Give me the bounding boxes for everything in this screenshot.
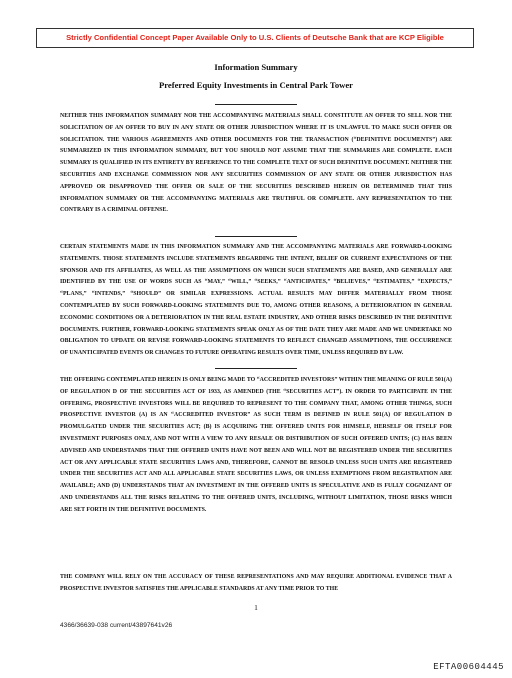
divider bbox=[215, 104, 297, 105]
confidentiality-banner: Strictly Confidential Concept Paper Available Only to U.S. Clients of Deutsche Bank that are KCP Eligible bbox=[36, 28, 474, 48]
forward-looking-paragraph: CERTAIN STATEMENTS MADE IN THIS INFORMATION SUMMARY AND THE ACCOMPANYING MATERIALS ARE FORWARD-LOOKING STATEMENTS. THOSE STATEMENTS INCLUDE STATEMENTS REGARDING THE INTENT, BELIEF OR CURRENT EXPECTATIONS OF THE SPONSOR AND ITS AFFILIATES, AS WELL AS THE ASSUMPTIONS ON WHICH SUCH STATEMENTS ARE BASED, AND GENERALLY ARE IDENTIFIED BY THE USE OF WORDS SUCH AS “MAY,” “WILL,” “SEEKS,” “ANTICIPATES,” “BELIEVES,” “ESTIMATES,” “EXPECTS,” “PLANS,” “INTENDS,” “SHOULD” OR SIMILAR EXPRESSIONS. ACTUAL RESULTS MAY DIFFER MATERIALLY FROM THOSE CONTEMPLATED BY SUCH FORWARD-LOOKING STATEMENTS DUE TO, AMONG OTHER REASONS, A DETERIORATION IN GENERAL ECONOMIC CONDITIONS OR A DETERIORATION IN THE REAL ESTATE INDUSTRY, AND OTHER RISKS DESCRIBED IN THE DEFINITIVE DOCUMENTS. FURTHER, FORWARD-LOOKING STATEMENTS SPEAK ONLY AS OF THE DATE THEY ARE MADE AND WE UNDERTAKE NO OBLIGATION TO UPDATE OR REVISE FORWARD-LOOKING STATEMENTS TO REFLECT CHANGED ASSUMPTIONS, THE OCCURRENCE OF UNANTICIPATED EVENTS OR CHANGES TO FUTURE OPERATING RESULTS OVER TIME, UNLESS REQUIRED BY LAW. bbox=[60, 244, 452, 357]
page-number: 1 bbox=[254, 603, 258, 612]
reliance-paragraph: THE COMPANY WILL RELY ON THE ACCURACY OF THESE REPRESENTATIONS AND MAY REQUIRE ADDITIONAL EVIDENCE THAT A PROSPECTIVE INVESTOR SATISFIES THE APPLICABLE STANDARDS AT ANY TIME PRIOR TO THE bbox=[60, 574, 452, 592]
bates-number: EFTA00604445 bbox=[433, 662, 504, 672]
divider bbox=[215, 368, 297, 369]
accredited-investor-paragraph: THE OFFERING CONTEMPLATED HEREIN IS ONLY BEING MADE TO “ACCREDITED INVESTORS” WITHIN THE MEANING OF RULE 501(A) OF REGULATION D OF THE SECURITIES ACT OF 1933, AS AMENDED (THE “SECURITIES ACT”). IN ORDER TO PARTICIPATE IN THE OFFERING, PROSPECTIVE INVESTORS WILL BE REQUIRED TO REPRESENT TO THE COMPANY THAT, AMONG OTHER THINGS, SUCH PROSPECTIVE INVESTOR (A) IS AN “ACCREDITED INVESTOR” AS SUCH TERM IS DEFINED IN RULE 501(A) OF REGULATION D PROMULGATED UNDER THE SECURITIES ACT; (B) IS ACQUIRING THE OFFERED UNITS FOR HIMSELF, HERSELF OR ITSELF FOR INVESTMENT PURPOSES ONLY, AND NOT WITH A VIEW TO ANY RESALE OR DISTRIBUTION OF SUCH OFFERED UNITS; (C) HAS BEEN ADVISED AND UNDERSTANDS THAT THE OFFERED UNITS HAVE NOT BEEN AND WILL NOT BE REGISTERED UNDER THE SECURITIES ACT OR ANY APPLICABLE STATE SECURITIES LAWS AND, THEREFORE, CANNOT BE RESOLD UNLESS SUCH UNITS ARE REGISTERED UNDER THE SECURITIES ACT AND ALL APPLICABLE STATE SECURITIES LAWS, OR UNLESS EXEMPTIONS FROM REGISTRATION ARE AVAILABLE; AND (D) UNDERSTANDS THAT AN INVESTMENT IN THE OFFERED UNITS IS SPECULATIVE AND IS FULLY COGNIZANT OF AND UNDERSTANDS ALL THE RISKS RELATING TO THE OFFERED UNITS, INCLUDING, WITHOUT LIMITATION, THOSE RISKS WHICH ARE SET FORTH IN THE DEFINITIVE DOCUMENTS. bbox=[60, 377, 452, 513]
document-title: Information Summary bbox=[214, 62, 298, 72]
divider bbox=[215, 236, 297, 237]
document-subtitle: Preferred Equity Investments in Central Park Tower bbox=[159, 80, 353, 90]
disclaimer-paragraph: NEITHER THIS INFORMATION SUMMARY NOR THE ACCOMPANYING MATERIALS SHALL CONSTITUTE AN OFFER TO SELL NOR THE SOLICITATION OF AN OFFER TO BUY IN ANY STATE OR OTHER JURISDICTION WHERE IT IS UNLAWFUL TO MAKE SUCH OFFER OR SOLICITATION. THE VARIOUS AGREEMENTS AND OTHER DOCUMENTS FOR THE TRANSACTION (“DEFINITIVE DOCUMENTS”) ARE SUMMARIZED IN THIS INFORMATION SUMMARY, BUT YOU SHOULD NOT ASSUME THAT THE SUMMARIES ARE COMPLETE. EACH SUMMARY IS QUALIFIED IN ITS ENTIRETY BY REFERENCE TO THE COMPLETE TEXT OF SUCH DEFINITIVE DOCUMENT. NEITHER THE SECURITIES AND EXCHANGE COMMISSION NOR ANY SECURITIES COMMISSION OF ANY STATE OR OTHER JURISDICTION HAS APPROVED OR DISAPPROVED THE OFFER OR SALE OF THE SECURITIES DESCRIBED HEREIN OR DETERMINED THAT THIS INFORMATION SUMMARY OR THE ACCOMPANYING MATERIALS ARE TRUTHFUL OR COMPLETE. ANY REPRESENTATION TO THE CONTRARY IS A CRIMINAL OFFENSE. bbox=[60, 113, 452, 214]
document-id: 4366/36639-038 current/43897641v26 bbox=[60, 622, 173, 629]
